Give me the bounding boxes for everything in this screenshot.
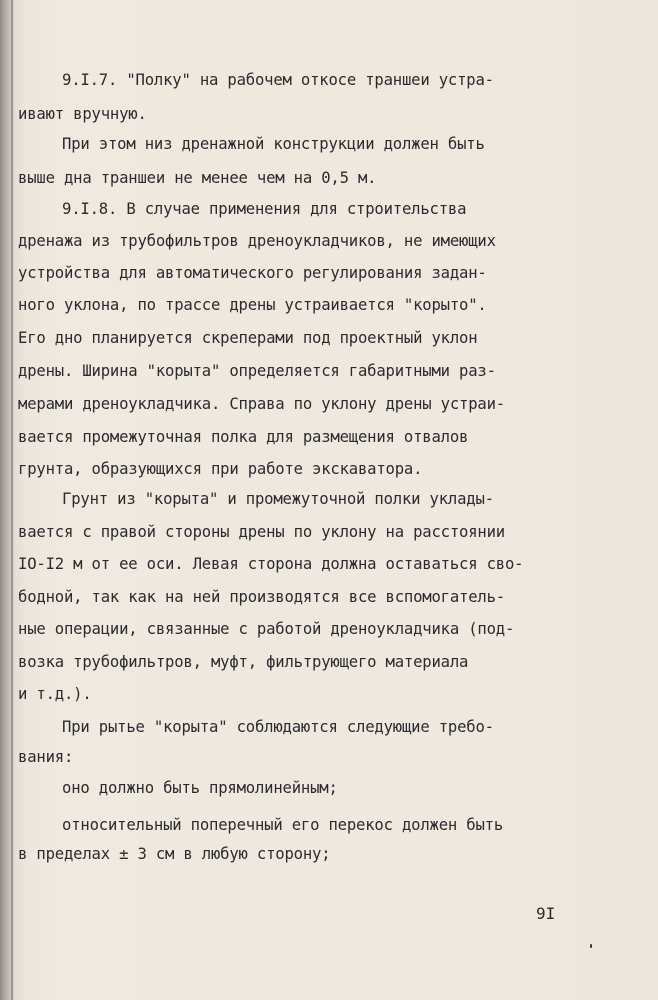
paper-speck — [590, 944, 592, 948]
text-line-11: мерами дреноукладчика. Справа по уклону дрены устраи- — [18, 395, 505, 413]
text-line-2: ивают вручную. — [18, 105, 147, 123]
text-line-4: выше дна траншеи не менее чем на 0,5 м. — [18, 169, 377, 187]
text-line-3: При этом низ дренажной конструкции должен быть — [62, 135, 485, 153]
text-line-14: Грунт из "корыта" и промежуточной полки уклады- — [62, 490, 494, 508]
text-line-10: дрены. Ширина "корыта" определяется габаритными раз- — [18, 362, 496, 380]
text-line-22: вания: — [18, 748, 74, 766]
text-line-9: Его дно планируется скреперами под проектный уклон — [18, 329, 478, 347]
page-number: 9I — [536, 904, 556, 923]
text-line-23: оно должно быть прямолинейным; — [62, 779, 338, 797]
text-line-1: 9.I.7. "Полку" на рабочем откосе траншеи устра- — [62, 71, 494, 89]
text-line-15: вается с правой стороны дрены по уклону на расстоянии — [18, 523, 505, 541]
text-line-8: ного уклона, по трассе дрены устраивается "корыто". — [18, 296, 487, 314]
text-line-12: вается промежуточная полка для размещения отвалов — [18, 428, 469, 446]
text-line-17: бодной, так как на ней производятся все вспомогатель- — [18, 588, 505, 606]
text-line-19: возка трубофильтров, муфт, фильтрующего материала — [18, 653, 469, 671]
text-line-6: дренажа из трубофильтров дреноукладчиков, не имеющих — [18, 232, 496, 250]
text-line-13: грунта, образующихся при работе экскаватора. — [18, 460, 423, 478]
binding-line — [11, 0, 13, 1000]
text-line-5: 9.I.8. В случае применения для строительства — [62, 200, 467, 218]
text-line-18: ные операции, связанные с работой дреноукладчика (под- — [18, 620, 515, 638]
text-line-25: в пределах ± 3 см в любую сторону; — [18, 845, 331, 863]
text-line-20: и т.д.). — [18, 685, 92, 703]
text-line-24: относительный поперечный его перекос должен быть — [62, 816, 504, 834]
text-line-21: При рытье "корыта" соблюдаются следующие требо- — [62, 718, 494, 736]
text-line-7: устройства для автоматического регулирования задан- — [18, 264, 487, 282]
text-line-16: IO-I2 м от ее оси. Левая сторона должна оставаться сво- — [18, 555, 524, 573]
